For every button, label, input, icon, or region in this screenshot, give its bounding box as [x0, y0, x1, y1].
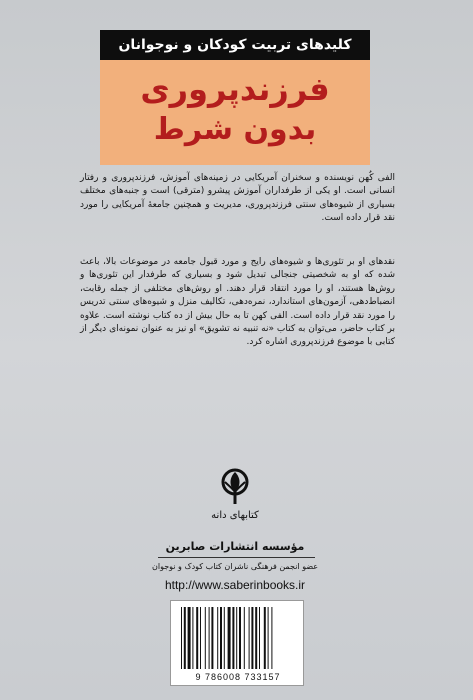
description-paragraph-2: نقدهای او بر تئوری‌ها و شیوه‌های رایج و مورد قبول جامعه در موضوعات بالا، باعث شده که او به شخصیتی جنجالی تبدیل شود و بسیاری که طرفدار این تئوری‌ها و روش‌ها هستند، او را مورد انتقاد قرار دهند. او روش‌های مختلفی از جمله رقابت، انضباط‌دهی، آزمون‌های استاندارد، نمره‌دهی، تکالیف منزل و شیوه‌های سنتی تدریس را مورد نقد قرار داده است. الفی کهن تا به حال بیش از ده کتاب نوشته است. علاوه بر کتاب حاضر، می‌توان به کتاب «نه تنبیه نه تشویق» او نیز به عنوان نمونه‌ای دیگر از کتابی با موضوع فرزندپروری اشاره کرد.: [80, 257, 395, 348]
publisher-membership: عضو انجمن فرهنگی ناشران کتاب کودک و نوجوان: [151, 562, 319, 571]
publisher-website[interactable]: http://www.saberinbooks.ir: [164, 578, 306, 592]
book-title-line1: فرزندپروری: [140, 70, 330, 108]
publisher-brand: کتابهای دانه: [211, 510, 259, 521]
publisher-org-name: مؤسسه انتشارات صابرین: [165, 540, 305, 553]
barcode-bars: [179, 607, 297, 671]
book-title-line2: بدون شرط: [153, 112, 317, 147]
barcode: [170, 600, 304, 686]
series-title-bar: [100, 30, 370, 60]
description-paragraph-1: الفی کُهن نویسنده و سخنران آمریکایی در زمینه‌های آموزش، فرزندپروری و رفتار انسانی است. او یکی از طرفداران آموزش پیشرو (مترقی) است و جنبه‌های مختلف بسیاری از شیوه‌های سنتی فرزندپروری، مدیریت و همچنین جامعهٔ آمریکایی را مورد نقد قرار داده است.: [80, 173, 395, 224]
dane-leaf-logo-icon: [219, 468, 251, 506]
series-title: کلیدهای تربیت کودکان و نوجوانان: [118, 37, 352, 53]
barcode-digits: 9 786008 733157: [195, 672, 281, 682]
publisher-divider: [158, 557, 315, 558]
